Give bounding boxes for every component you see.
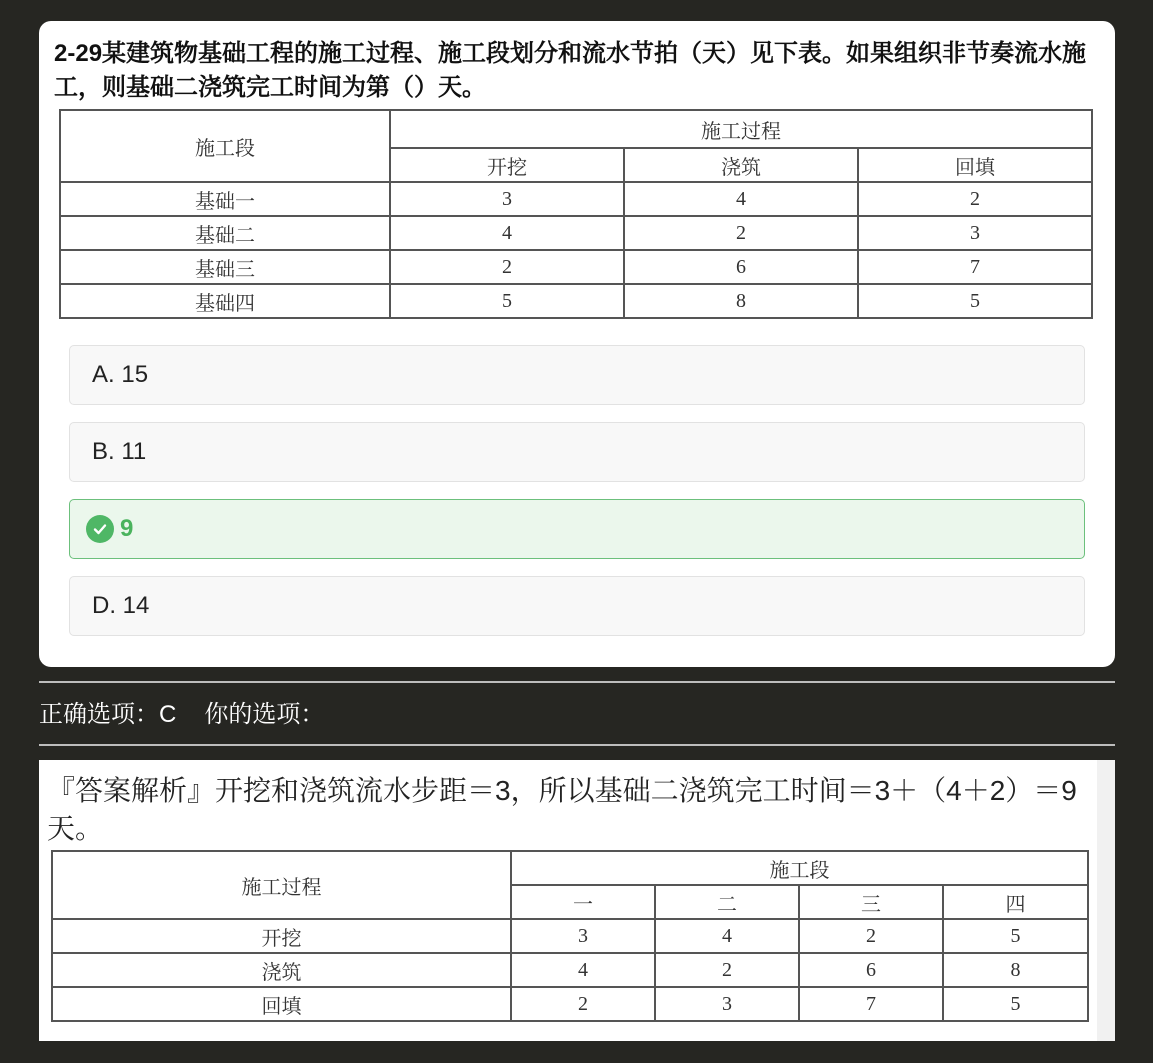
table-cell: 5 bbox=[943, 919, 1088, 953]
row-label: 开挖 bbox=[52, 919, 511, 953]
analysis-table bbox=[51, 850, 1089, 1022]
question-card bbox=[39, 21, 1115, 667]
option-c-correct[interactable] bbox=[69, 499, 1085, 559]
table-row bbox=[52, 953, 1088, 987]
table-cell: 8 bbox=[624, 284, 858, 318]
table-cell: 2 bbox=[624, 216, 858, 250]
table-cell: 4 bbox=[655, 919, 799, 953]
divider bbox=[39, 744, 1115, 746]
table-cell: 5 bbox=[943, 987, 1088, 1021]
row-label: 基础四 bbox=[60, 284, 390, 318]
table-cell: 4 bbox=[511, 953, 655, 987]
table-corner-header: 施工段 bbox=[60, 110, 390, 182]
table-cell: 3 bbox=[858, 216, 1092, 250]
row-label: 基础一 bbox=[60, 182, 390, 216]
your-answer-label: 你的选项： bbox=[204, 701, 325, 728]
table-corner-header: 施工过程 bbox=[52, 851, 511, 919]
table-cell: 2 bbox=[511, 987, 655, 1021]
table-row bbox=[52, 987, 1088, 1021]
column-header: 回填 bbox=[858, 148, 1092, 182]
table-cell: 7 bbox=[799, 987, 943, 1021]
table-group-header: 施工过程 bbox=[390, 110, 1092, 148]
table-row bbox=[60, 250, 1092, 284]
column-header: 开挖 bbox=[390, 148, 624, 182]
option-label: B. 11 bbox=[92, 438, 147, 465]
option-label: 9 bbox=[120, 515, 134, 542]
column-header: 四 bbox=[943, 885, 1088, 919]
row-label: 基础三 bbox=[60, 250, 390, 284]
table-cell: 2 bbox=[655, 953, 799, 987]
check-circle-icon bbox=[86, 515, 114, 543]
table-row bbox=[60, 216, 1092, 250]
table-cell: 3 bbox=[655, 987, 799, 1021]
option-d[interactable] bbox=[69, 576, 1085, 636]
table-row bbox=[60, 284, 1092, 318]
question-text: 2-29某建筑物基础工程的施工过程、施工段划分和流水节拍（天）见下表。如果组织非节奏流水施工，则基础二浇筑完工时间为第（）天。 bbox=[54, 40, 1087, 101]
divider bbox=[39, 681, 1115, 683]
row-label: 浇筑 bbox=[52, 953, 511, 987]
table-row bbox=[52, 919, 1088, 953]
table-cell: 2 bbox=[858, 182, 1092, 216]
table-cell: 4 bbox=[390, 216, 624, 250]
table-cell: 5 bbox=[390, 284, 624, 318]
table-cell: 2 bbox=[799, 919, 943, 953]
analysis-panel bbox=[39, 760, 1115, 1041]
option-label: A. 15 bbox=[92, 361, 149, 388]
option-a[interactable] bbox=[69, 345, 1085, 405]
answer-result bbox=[39, 700, 324, 730]
column-header: 一 bbox=[511, 885, 655, 919]
column-header: 浇筑 bbox=[624, 148, 858, 182]
table-cell: 7 bbox=[858, 250, 1092, 284]
option-label: D. 14 bbox=[92, 592, 150, 619]
answer-options bbox=[69, 345, 1085, 653]
table-group-header: 施工段 bbox=[511, 851, 1088, 885]
column-header: 三 bbox=[799, 885, 943, 919]
correct-answer-label: 正确选项：C bbox=[39, 701, 177, 728]
row-label: 基础二 bbox=[60, 216, 390, 250]
row-label: 回填 bbox=[52, 987, 511, 1021]
analysis-text: 『答案解析』开挖和浇筑流水步距＝3，所以基础二浇筑完工时间＝3＋（4＋2）＝9天。 bbox=[47, 775, 1077, 844]
option-b[interactable] bbox=[69, 422, 1085, 482]
table-cell: 6 bbox=[624, 250, 858, 284]
question-table bbox=[59, 109, 1093, 319]
table-cell: 3 bbox=[390, 182, 624, 216]
table-cell: 4 bbox=[624, 182, 858, 216]
table-row bbox=[60, 182, 1092, 216]
table-cell: 2 bbox=[390, 250, 624, 284]
table-cell: 8 bbox=[943, 953, 1088, 987]
scrollbar[interactable] bbox=[1097, 760, 1115, 1041]
table-cell: 6 bbox=[799, 953, 943, 987]
column-header: 二 bbox=[655, 885, 799, 919]
table-cell: 5 bbox=[858, 284, 1092, 318]
table-cell: 3 bbox=[511, 919, 655, 953]
